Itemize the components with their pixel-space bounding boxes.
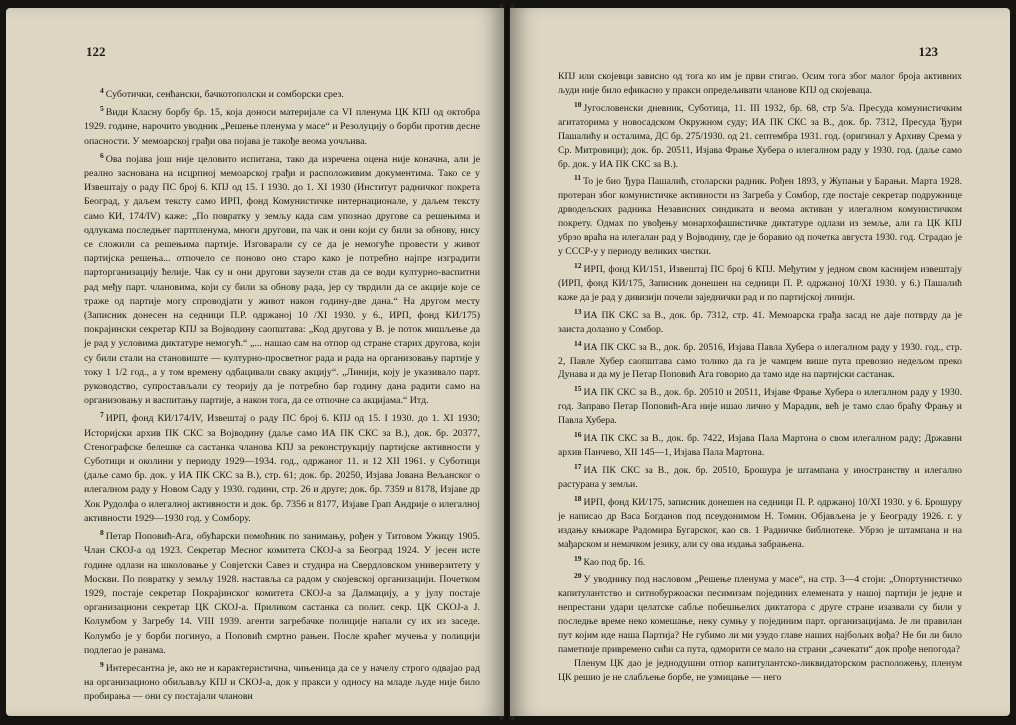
footnote-text: Интересантна је, ако не и карактеристична, чињеница да се у начелу строго одвајао рад на организационо обиљављу КПЈ и СКОЈ-а, док у пракси у односу на младе људе није било пробирања — они су постајали чланови (84, 662, 480, 703)
footnote-text: КПЈ или скојевци зависно од тога ко им је први стигао. Осим тога због малог броја активних људи није било ефикасно у пракси опредељивати чланове КПЈ од скојевaца. (558, 71, 962, 96)
footnote-text: Ова појава још није целовито испитана, тако да изречена оцена није коначна, али је реално засновaна на исцрпној мемоарској грађи и расположивим документима. Тако се у Извештају о раду ПС број 6. КПЈ од 15. I 1930. до 1. XI 1930 (Институт радничког покрета Београд, у даљем тексту само ИРП, фонд Комунистичке интернационале, у даљем тексту само КИ, 174/IV) каже: „По повратку у земљу када сам упознао другове са решењима и одлукама последњег партпленума, многи другови, па чак и они који су били за обнову, нису се сложили са решењима партије. Изговарали су се да је немогуће провести у живот партијска решења... отпочело се поново оно старо како је потребно најпре изградити парторганизацију ћелије. Чак су и они другови заузели став да се води културно-васпитни рад међу парт. члановима, који су били за обнову рада, јер су тврдили да се акције које се траже од партије могу спроводјати у живот након годину-две дана.“ На другом месту (Записник донесен на седници П.Р. одржаној 10 /XI 1930. у 6., ИРП, фонд КИ/175) покрајински секретар КПЈ за Војводину саопштава: „Код другова у В. је поток мишљење да је рад у условима диктатуре немогућ.“ „... нашао сам на отпор од стране старих другова, који су били стали на становиште — културно-просветног рада и рада на организовању партије у току 1 1/2 год., а у том времену одбацивали сваку акцију“. „Линији, коју је указивало парт. руководство, супростављали су теорију да је потребно бар годину дана радити само на организовању и васпитању партије, а након тога, да се отпочне са акцијама.“ Итд. (84, 153, 480, 407)
footnote-text: Суботички, сенћански, бачкотополски и сомборски срез. (105, 89, 344, 100)
footnote-number: 14 (574, 338, 582, 348)
footnote-number: 6 (100, 150, 104, 160)
footnote (558, 428, 962, 460)
footnote (558, 171, 962, 259)
footnote (558, 492, 962, 552)
footnote-text: ИРП, фонд КИ/175, записник донешен на седници П. Р. одржаној 10/XI 1930. у 6. Брошуру је написао др Васа Богданов под псеудонимом Н. Томин. Објављена је у Београду 1926. г. у издању књижаре Радомира Бугарског, као св. 1 Радничке библиотеке. Убрзо је штампана и на мађарском и немачком језику, али су ова издања забрањена. (558, 496, 962, 550)
footnote-text: Као под бр. 16. (583, 556, 646, 568)
footnote-text: У уводнику под насловом „Решење пленума у масе“, на стр. 3—4 стоји: „Опортунистичко капитулантство и ситнобуржоаски песимизам појединих елемената у нашој партији је једне и непрестани удари целатске сабље побешњелих диктатора с друге стране изазвали су били у последње време нeко комешање, неку сумњу у појединим парт. организацијама. Је ли правилан пут којим иде наша Партија? Не губимо ли ми узудо главе наших најбољих вођа? Не би ли било паметније привремено сићи са пута, одморити се мало на страни „сачекати“ док прође непогода? (558, 574, 962, 656)
footnote-number: 12 (574, 260, 582, 270)
footnote-text: ИА ПК СКС за В., док. бр. 7422, Изјава Пала Мартона о свом илегалном раду; Државни архив Панчево, XII 145—1, Изјава Пала Мартона. (558, 433, 962, 459)
footnote-number: 19 (574, 553, 582, 563)
footnote-number: 10 (574, 99, 582, 109)
footnote-number: 9 (100, 659, 104, 669)
footnote (84, 102, 480, 149)
footnote (558, 552, 962, 570)
footnote-text: ИА ПК СКС за В., док. бр. 7312, стр. 41. Мемоарска грађа засад не даје потврду да је заиста долазио у Сомбор. (558, 309, 962, 335)
footnotes-block (558, 70, 962, 685)
quote-continuation (558, 657, 962, 685)
footnote-number: 5 (100, 104, 104, 114)
right-page (510, 8, 1010, 716)
footnote (558, 98, 962, 172)
footnote-number: 4 (100, 86, 104, 95)
footnote-text: Пленум ЦК дао је једнодушни отпор капитулантско-ликвидаторском расположењу, пленум ЦК решио је не слабљење борбе, не узмицање — него (558, 657, 962, 683)
footnote-text: ИА ПК СКС за В., док. бр. 20510, Брошура је штампана у иностранству и илегално растурана у земљи. (558, 464, 962, 490)
footnote-text: Петар Поповић-Ага, обућарски помоћник по занимању, рођен у Титовом Ужицу 1905. Члан СКОЈ-а од 1923. Секретар Месног комитета СКОЈ-а за Београд 1924. У јесен исте године одлази на школовање у Совјетски Савез и студира на Свердловском универзитету у Москви. По повратку у земљу 1928. наставља са радом у скојевској организацији. Почетком 1929, постаје секретар Покрајинског комитета СКОЈ-а за Далмацију, а у јулу постаје организациони секретар ЦК СКОЈ-а. Приликом састанка са полит. секр. ЦК СКОЈ-а Ј. Колумбом у Загребу 14. VIII 1939. агенти загребачке полиције напали су их из заседе. Колумбо је у борби погинуо, а Поповић смртно рањен. После краћег мучења у полицији подлегао је ранама. (84, 531, 480, 656)
footnote-number: 18 (574, 493, 582, 503)
footnote-text: ИА ПК СКС за В., док. бр. 20516, Изјава Павла Хубера о илегалном раду у 1930. год., стр. 2, Павле Хубер саопштава само толико да га је чамцем више пута превозио недељом преко Дунава и да му је Петар Поповић Ага говорио да тамо иде на партијски састанак. (558, 341, 962, 381)
footnote (558, 382, 962, 428)
footnote (84, 526, 480, 658)
footnote-number: 11 (574, 173, 582, 183)
footnote (558, 460, 962, 492)
footnote-number: 15 (574, 384, 582, 394)
page-number: 122 (86, 44, 106, 59)
footnote-number: 17 (574, 461, 582, 471)
footnote (84, 149, 480, 409)
footnote-text: То је био Ђура Пашалић, столарски радник. Рођен 1893, у Жупањи у Барањи. Марта 1928. протеран због комунистичке активности из Загреба у Сомбор, где постаје секретар подружнице дрводељских радника Независних синдиката и веома активан у илегалном комунистичком покрету. Одмах по увођењу монархофашистичке диктатуре одлази из земље, али га ЦК КПЈ убрзо враћа на илегалан рад у Војводину, где је боравио од почетка августа 1930. год. Страдао је у СССР-у у периоду великих чистки. (558, 176, 962, 258)
footnote-number: 16 (574, 430, 582, 440)
footnote (558, 337, 962, 383)
footnote-number: 7 (100, 410, 104, 420)
footnote-text: ИРП, фонд КИ/174/IV, Извештај о раду ПС број 6. КПЈ од 15. I 1930. до 1. XI 1930; Историјски архив ПК СКС за Војводину (даље само ИА ПК СКС за В.), док. бр. 20377, Стенографске белешке са састанка чланова КПЈ за реконструкцију партијске активности у Суботици и околини у периоду 1929—1934. год., одржаног 11. и 12 XII 1961. у Суботици (даље само бр. док. у ИА ПК СКС за В.), стр. 61; док. бр. 20250, Изјава Јована Вељанског о илегалном раду у Новом Саду у 1930. години, стр. 26 и друге; док. бр. 7359 и 8178, Изјаве др Хок Рудолфа о илегалној активности и док. бр. 7356 и 8177, Изјаве Грап Андрије о илегалној активности 1929—1930 год. у Сомбору. (84, 413, 480, 524)
footnote-text: Југословенски дневник, Суботица, 11. III 1932, бр. 68, стр 5/а. Пресуда комунистичким агитаторима у новосадском Окружном суду; ИА ПК СКС за В., док. бр. 7312, Пресуда Ђури Пашалићу и осталима, ДС бр. 275/1930. од 21. септембра 1931. год. (оригинал у Архиву Срема у Ср. Митровици); док. бр. 20511, Изјава Фрање Хубера о илегалном раду у 1930. год. (даље само бр. док. у ИА ПК СКС за В.). (558, 102, 962, 170)
footnote (84, 658, 480, 705)
footnote (84, 84, 480, 102)
footnote (558, 305, 962, 337)
footnote (84, 408, 480, 526)
page-number: 123 (918, 44, 938, 59)
footnote-number: 13 (574, 306, 582, 316)
footnote-text: ИА ПК СКС за В., док. бр. 20510 и 20511, Изјаве Фрање Хубера о илегалном раду у 1930. год. Заправо Петар Поповић-Ага није ишао лично у Марадик, већ је тамо слао браћу Фрању и Павла Хубера. (558, 387, 962, 427)
footnote-text: Види Класну борбу бр. 15, која доноси материјале са VI пленума ЦК КПЈ од октобра 1929. године, нарочито уводник „Решење пленума у масе“ и Резолуцију о борби против десне опасности. У мемоарској грађи ова појава је такође веома уочљива. (84, 107, 480, 147)
footnote-continuation (558, 70, 962, 98)
footnote (558, 259, 962, 305)
footnote-number: 20 (574, 571, 582, 581)
left-page (6, 8, 504, 716)
footnotes-block (84, 84, 480, 705)
footnote-text: ИРП, фонд КИ/151, Извештај ПС број 6 КПЈ. Међутим у једном свом каснијем извештају (ИРП, фонд КИ/175, Записник донешен на седници П. Р. одржаној 10/XI 1930. у 6.) Пашалић каже да је рад у дивизији почели заједнички рад и по партијској линији. (558, 263, 962, 303)
footnote-number: 8 (100, 528, 104, 538)
footnote (558, 569, 962, 657)
